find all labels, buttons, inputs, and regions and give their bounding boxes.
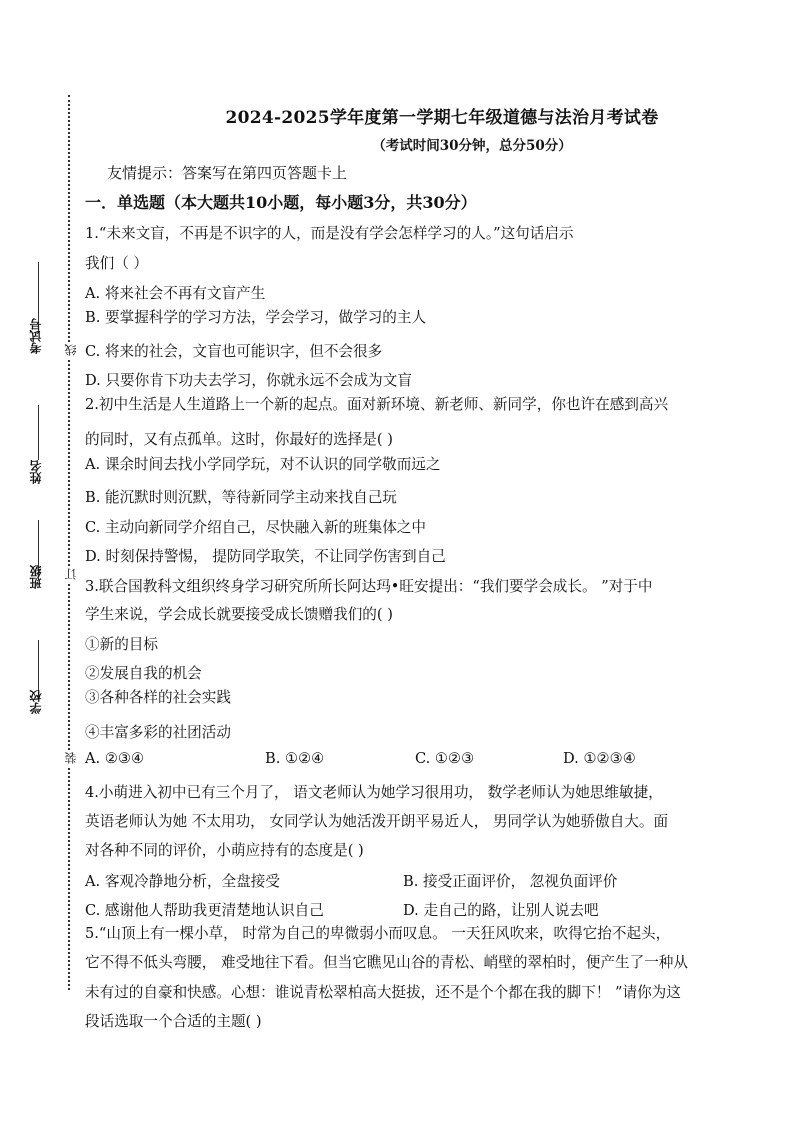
q3-stem-line1: 3.联合国教科文组织终身学习研究所所长阿达玛•旺安提出：“我们要学会成长。 ”对于中	[85, 578, 653, 595]
q4-stem-line1: 4.小萌进入初中已有三个月了， 语文老师认为她学习很用功， 数学老师认为她思维敏捷，	[85, 784, 663, 801]
binding-dotted-line	[68, 95, 70, 990]
q1-stem-line1: 1.“未来文盲，不再是不识字的人，而是没有学会怎样学习的人。”这句话启示	[85, 225, 574, 242]
school-label: 学校	[29, 690, 43, 714]
binding-mark-staple: 订	[64, 568, 78, 580]
q5-stem-line3: 未有过的自豪和快感。心想：谁说青松翠柏高大挺拔，还不是个个都在我的脚下！ ”请你为这	[85, 984, 681, 1001]
class-label: 班级	[29, 565, 43, 589]
q3-option-b: B. ①②④	[265, 750, 325, 767]
q2-stem-line1: 2.初中生活是人生道路上一个新的起点。面对新环境、新老师、新同学，你也许在感到高兴	[85, 396, 669, 413]
q2-option-b: B. 能沉默时则沉默，等待新同学主动来找自己玩	[85, 489, 397, 506]
q4-stem-line2: 英语老师认为她 不太用功， 女同学认为她活泼开朗平易近人， 男同学认为她骄傲自大。面	[85, 813, 669, 830]
q1-option-b: B. 要掌握科学的学习方法，学会学习，做学习的主人	[85, 309, 427, 326]
school-blank	[38, 640, 39, 695]
friendly-tip: 友情提示：答案写在第四页答题卡上	[107, 164, 348, 182]
q5-stem-line2: 它不得不低头弯腰， 难受地往下看。但当它瞧见山谷的青松、峭壁的翠柏时，便产生了一种从	[85, 954, 688, 971]
exam-number-label: 考试号	[29, 318, 43, 354]
section-heading: 一．单选题（本大题共10小题，每小题3分，共30分）	[85, 193, 477, 212]
binding-mark-line: 线	[64, 344, 78, 356]
name-label: 姓名	[29, 460, 43, 484]
q3-item-2: ②发展自我的机会	[85, 665, 202, 682]
q1-option-c: C. 将来的社会，文盲也可能识字，但不会很多	[85, 343, 383, 360]
q4-option-b: B. 接受正面评价， 忽视负面评价	[403, 873, 618, 890]
q4-option-a: A. 客观冷静地分析，全盘接受	[85, 873, 280, 890]
q2-option-d: D. 时刻保持警惕， 提防同学取笑，不让同学伤害到自己	[85, 548, 446, 565]
q1-stem-line2: 我们（ ）	[85, 255, 149, 272]
q4-option-d: D. 走自己的路，让别人说去吧	[403, 902, 599, 919]
q2-option-a: A. 课余时间去找小学同学玩，对不认识的同学敬而远之	[85, 456, 441, 473]
q3-option-a: A. ②③④	[85, 750, 145, 767]
q3-option-c: C. ①②③	[415, 750, 475, 767]
q3-item-1: ①新的目标	[85, 636, 158, 653]
q2-option-c: C. 主动向新同学介绍自己，尽快融入新的班集体之中	[85, 519, 426, 536]
exam-title: 2024-2025学年度第一学期七年级道德与法治月考试卷	[225, 108, 659, 128]
q2-stem-line2: 的同时，又有点孤单。这时，你最好的选择是( )	[85, 431, 393, 448]
q3-item-4: ④丰富多彩的社团活动	[85, 724, 231, 741]
exam-subtitle: （考试时间30分钟，总分50分）	[372, 138, 572, 154]
name-blank	[38, 405, 39, 460]
binding-mark-bind: 装	[64, 752, 78, 764]
q3-option-d: D. ①②③④	[563, 750, 636, 767]
q5-stem-line4: 段话选取一个合适的主题( )	[85, 1013, 262, 1030]
q4-option-c: C. 感谢他人帮助我更清楚地认识自己	[85, 902, 324, 919]
q4-stem-line3: 对各种不同的评价，小萌应持有的态度是( )	[85, 842, 364, 859]
q1-option-d: D. 只要你肯下功夫去学习，你就永远不会成为文盲	[85, 372, 412, 389]
q5-stem-line1: 5.“山顶上有一棵小草， 时常为自己的卑微弱小而叹息。 一天狂风吹来，吹得它抬不起头，	[85, 925, 671, 942]
q1-option-a: A. 将来社会不再有文盲产生	[85, 285, 266, 302]
q3-stem-line2: 学生来说，学会成长就要接受成长馈赠我们的( )	[85, 606, 393, 623]
q3-item-3: ③各种各样的社会实践	[85, 689, 231, 706]
